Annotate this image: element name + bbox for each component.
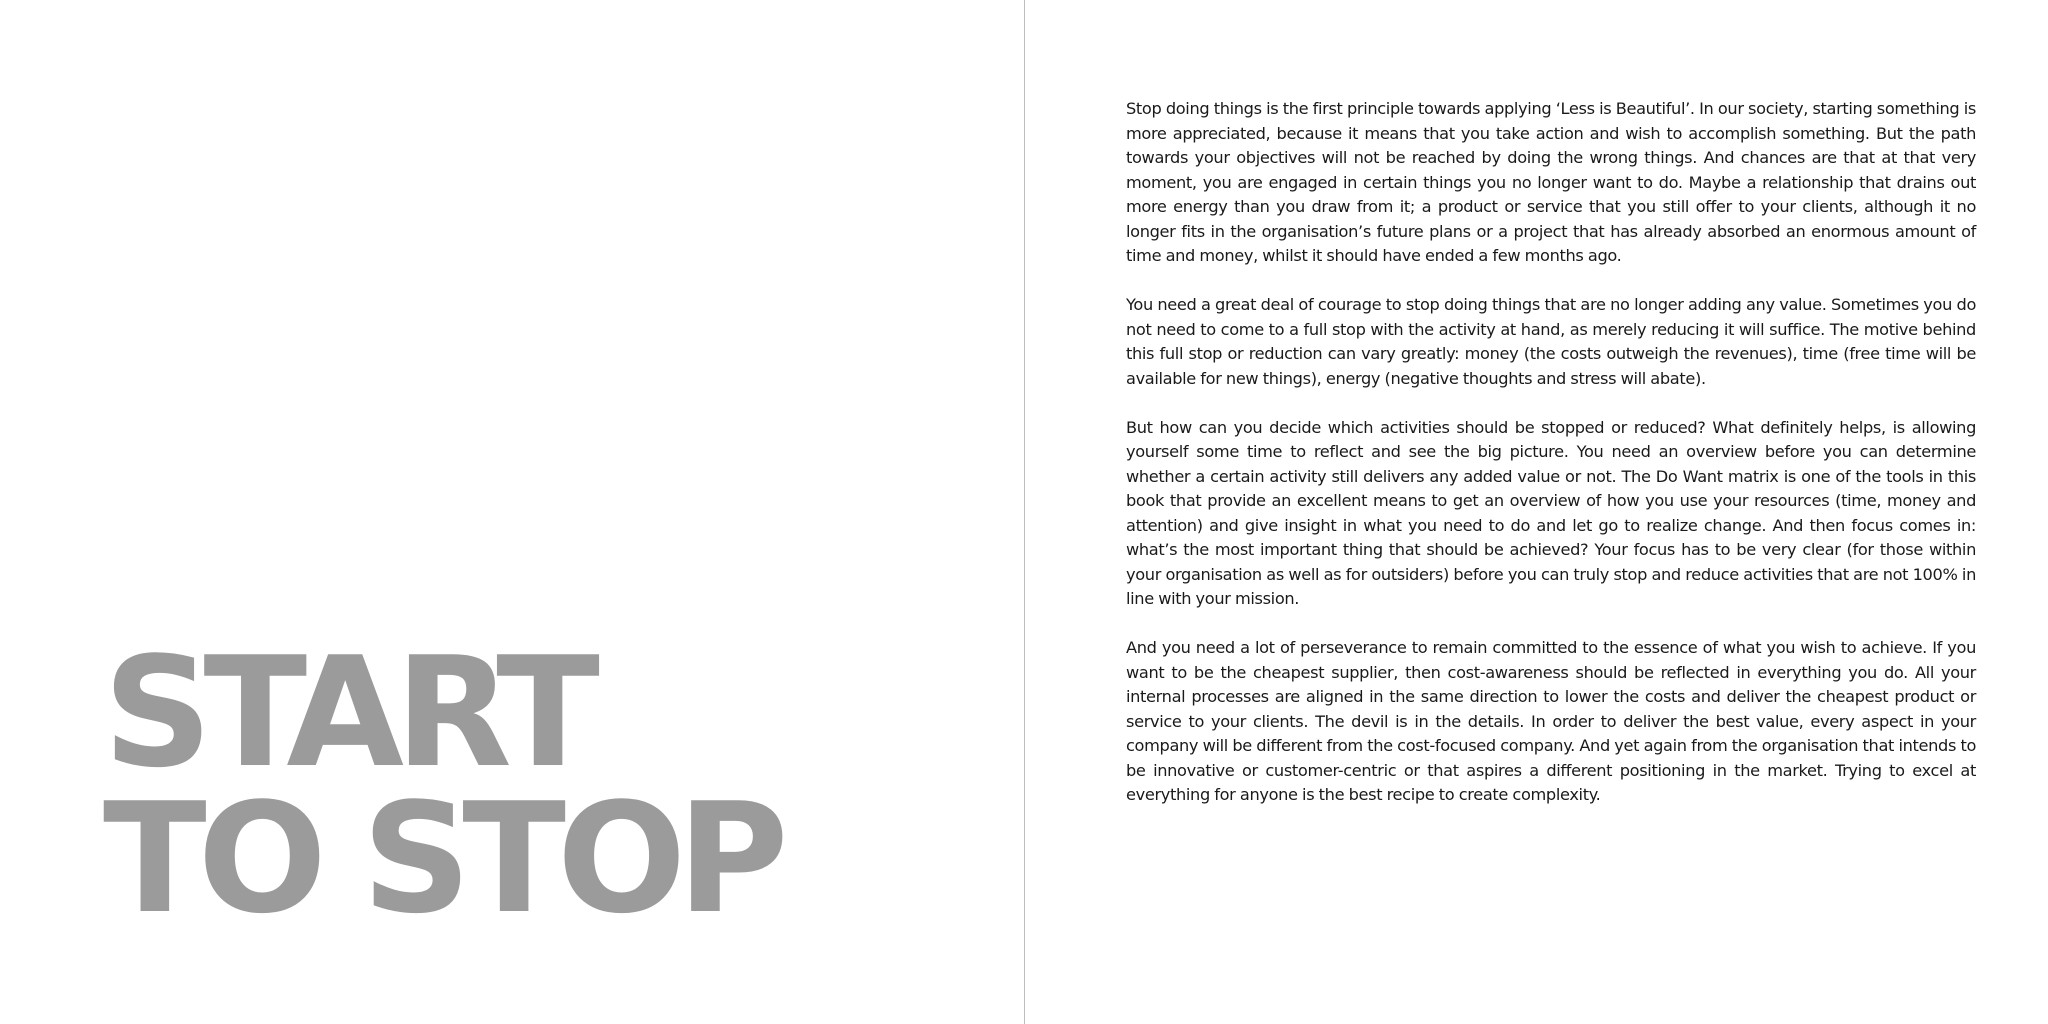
chapter-title-line-1: START (103, 624, 591, 801)
right-page (1025, 0, 2048, 1024)
paragraph-2: You need a great deal of courage to stop doing things that are no longer adding any value. Sometimes you do not need to come to a full stop with the activity at hand, as merely reducing it will suffice. The motive behind this full stop or reduction can vary greatly: money (the costs outweigh the revenues), time (free time will be available for new things), energy (negative thoughts and stress will abate). (1126, 295, 1976, 388)
chapter-title (103, 624, 780, 947)
body-text (1126, 97, 1976, 832)
chapter-title-line-2: TO STOP (103, 770, 780, 947)
paragraph-1: Stop doing things is the first principle towards applying ‘Less is Beautiful’. In our society, starting something is more appreciated, because it means that you take action and wish to accomplish something. But the path towards your objectives will not be reached by doing the wrong things. And chances are that at that very moment, you are engaged in certain things you no longer want to do. Maybe a relationship that drains out more energy than you draw from it; a product or service that you still offer to your clients, although it no longer fits in the organisation’s future plans or a project that has already absorbed an enormous amount of time and money, whilst it should have ended a few months ago. (1126, 99, 1976, 265)
paragraph-3: But how can you decide which activities should be stopped or reduced? What definitely helps, is allowing yourself some time to reflect and see the big picture. You need an overview before you can determine whether a certain activity still delivers any added value or not. The Do Want matrix is one of the tools in this book that provide an excellent means to get an overview of how you use your resources (time, money and attention) and give insight in what you need to do and let go to realize change. And then focus comes in: what’s the most important thing that should be achieved? Your focus has to be very clear (for those within your organisation as well as for outsiders) before you can truly stop and reduce activities that are not 100% in line with your mission. (1126, 417, 1976, 608)
paragraph-4: And you need a lot of perseverance to remain committed to the essence of what you wish to achieve. If you want to be the cheapest supplier, then cost-awareness should be reflected in everything you do. All your internal processes are aligned in the same direction to lower the costs and deliver the cheapest product or service to your clients. The devil is in the details. In order to deliver the best value, every aspect in your company will be different from the cost-focused company. And yet again from the organisation that intends to be innovative or customer-centric or that aspires a different positioning in the market. Trying to excel at everything for anyone is the best recipe to create complexity. (1126, 638, 1976, 804)
